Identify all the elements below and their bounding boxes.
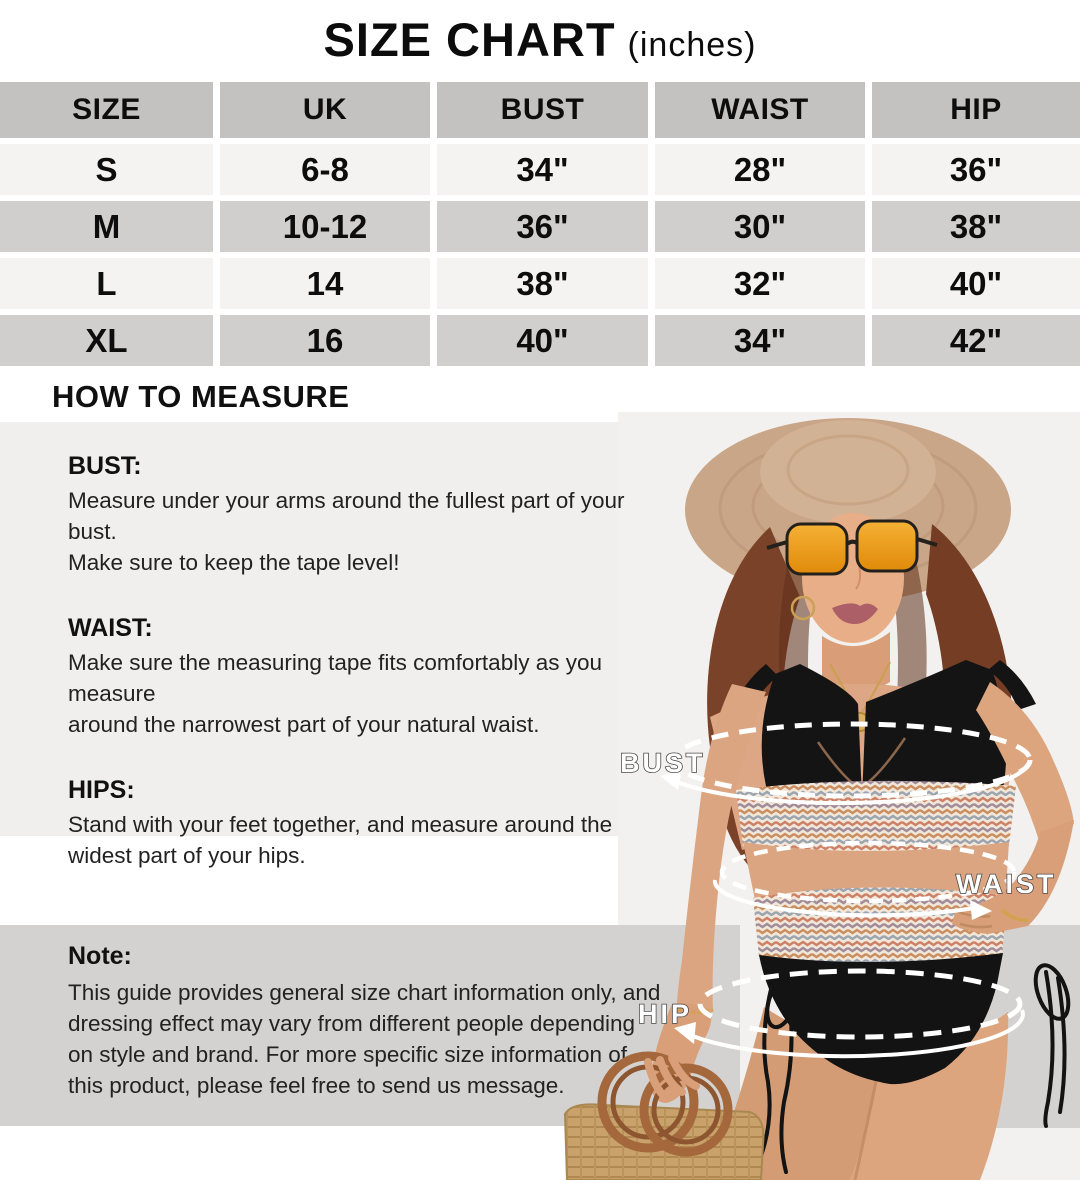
- waist-label: WAIST: [956, 869, 1057, 899]
- table-cell: 40": [437, 315, 648, 366]
- table-header-size: SIZE: [0, 82, 213, 138]
- note-line: this product, please feel free to send us message.: [68, 1073, 565, 1098]
- table-cell: 30": [655, 201, 865, 252]
- table-cell: 10-12: [220, 201, 430, 252]
- measure-label: WAIST:: [68, 614, 153, 642]
- table-header-bust: BUST: [437, 82, 648, 138]
- page-title-main: SIZE CHART: [323, 13, 616, 66]
- table-cell: 14: [220, 258, 430, 309]
- table-cell: 34": [655, 315, 865, 366]
- measure-line: Make sure the measuring tape fits comfortably as you measure: [68, 650, 603, 706]
- table-header-waist: WAIST: [655, 82, 865, 138]
- table-cell: 32": [655, 258, 865, 309]
- table-cell: 38": [437, 258, 648, 309]
- measure-line: around the narrowest part of your natural waist.: [68, 712, 540, 737]
- size-chart-table: [0, 82, 1080, 366]
- measure-line: widest part of your hips.: [68, 843, 306, 868]
- note-line: on style and brand. For more specific size information of: [68, 1042, 628, 1067]
- table-cell: 6-8: [220, 144, 430, 195]
- measure-section-bust: [68, 452, 628, 578]
- table-cell: 42": [872, 315, 1080, 366]
- table-cell: 36": [437, 201, 648, 252]
- page-title-unit: (inches): [627, 26, 757, 64]
- measure-line: Stand with your feet together, and measure around the: [68, 812, 613, 837]
- table-cell: 34": [437, 144, 648, 195]
- how-to-measure-heading: HOW TO MEASURE: [52, 379, 350, 414]
- measure-section-waist: [68, 614, 628, 740]
- measure-line: Make sure to keep the tape level!: [68, 550, 400, 575]
- measure-label: BUST:: [68, 452, 142, 480]
- table-cell: 36": [872, 144, 1080, 195]
- page-title: [0, 12, 1080, 67]
- table-cell: L: [0, 258, 213, 309]
- table-cell: 28": [655, 144, 865, 195]
- hip-label: HIP: [638, 999, 693, 1029]
- table-cell: 16: [220, 315, 430, 366]
- table-cell: M: [0, 201, 213, 252]
- table-cell: 38": [872, 201, 1080, 252]
- table-header-uk: UK: [220, 82, 430, 138]
- table-header-hip: HIP: [872, 82, 1080, 138]
- note-line: dressing effect may vary from different people depending: [68, 1011, 636, 1036]
- measure-line: Measure under your arms around the fullest part of your bust.: [68, 488, 625, 544]
- note-line: This guide provides general size chart information only, and: [68, 980, 661, 1005]
- table-cell: 40": [872, 258, 1080, 309]
- table-cell: S: [0, 144, 213, 195]
- note-label: Note:: [68, 942, 132, 970]
- measure-section-hips: [68, 776, 628, 871]
- bust-label: BUST: [620, 748, 706, 778]
- model-photo: [560, 412, 1080, 1180]
- measure-label: HIPS:: [68, 776, 135, 804]
- table-cell: XL: [0, 315, 213, 366]
- how-to-measure-content: [68, 452, 628, 907]
- straw-bag-icon: [565, 1056, 763, 1180]
